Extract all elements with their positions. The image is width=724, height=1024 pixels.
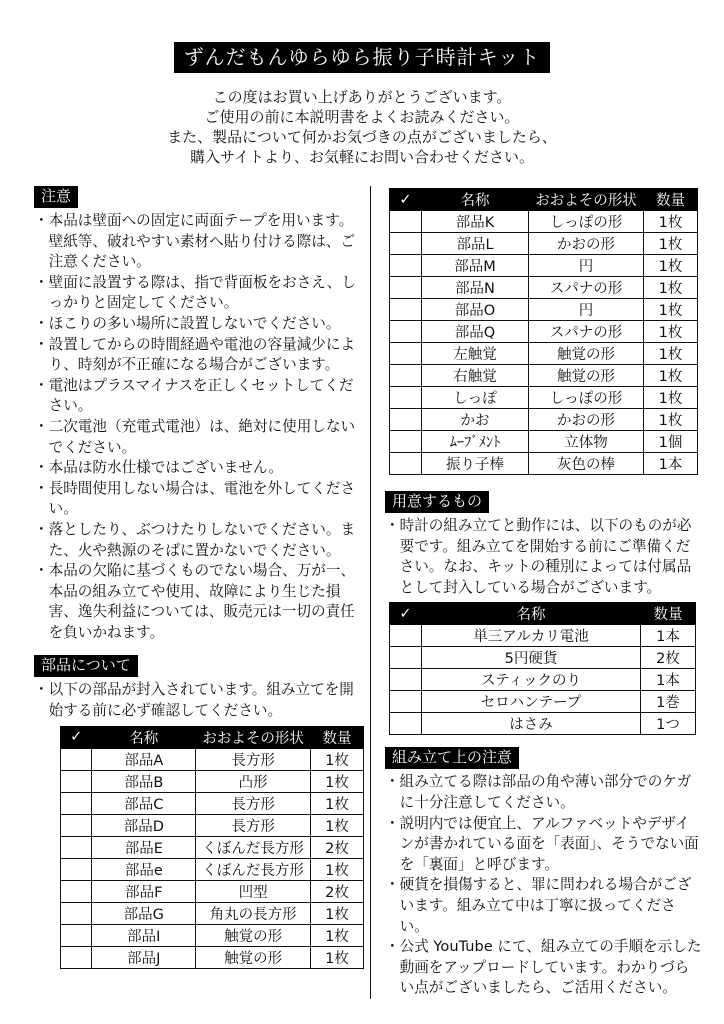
parts-table-left — [60, 726, 364, 969]
check-column-header: ✓ — [390, 189, 422, 211]
parts-table-left-body — [61, 748, 364, 968]
table-row — [61, 858, 364, 880]
table-row — [390, 647, 696, 669]
table-row — [390, 277, 698, 299]
intro-line: この度はお買い上げありがとうございます。 — [212, 88, 512, 106]
table-cell: 円 — [529, 299, 644, 321]
table-row — [390, 211, 698, 233]
parts-section — [34, 655, 364, 968]
column-header: 数量 — [644, 189, 698, 211]
caution-list — [34, 211, 364, 643]
table-cell: スティックのり — [422, 669, 641, 691]
section-heading-assembly: 組み立て上の注意 — [385, 747, 519, 769]
table-cell: 部品I — [92, 924, 196, 946]
table-cell: 1枚 — [310, 858, 363, 880]
bullet-item: ・本品は防水仕様ではございません。 — [34, 459, 283, 477]
prepare-note — [385, 516, 703, 598]
check-cell — [390, 299, 422, 321]
table-cell: 触覚の形 — [196, 924, 311, 946]
check-cell — [390, 647, 422, 669]
table-row — [390, 669, 696, 691]
parts-note — [34, 680, 364, 721]
parts-table-left-head — [61, 726, 364, 748]
page-title: ずんだもんゆらゆら振り子時計キット — [174, 42, 551, 73]
table-cell: 角丸の長方形 — [196, 902, 311, 924]
table-cell: 1枚 — [644, 409, 698, 431]
check-cell — [61, 946, 92, 968]
parts-table-right-head — [390, 189, 698, 211]
table-cell: 5円硬貨 — [422, 647, 641, 669]
table-cell: しっぽの形 — [529, 211, 644, 233]
check-cell — [390, 453, 422, 475]
table-cell: しっぽの形 — [529, 387, 644, 409]
check-cell — [390, 233, 422, 255]
header-row — [390, 189, 698, 211]
assembly-notes-list — [385, 772, 703, 999]
table-cell: 右触覚 — [422, 365, 529, 387]
table-cell: スパナの形 — [529, 321, 644, 343]
table-row — [61, 880, 364, 902]
table-row — [390, 233, 698, 255]
table-cell: 円 — [529, 255, 644, 277]
table-cell: 触覚の形 — [529, 343, 644, 365]
left-column — [34, 186, 364, 999]
table-cell: 触覚の形 — [196, 946, 311, 968]
table-row — [390, 299, 698, 321]
table-row — [390, 625, 696, 647]
table-cell: 1個 — [644, 431, 698, 453]
check-cell — [61, 858, 92, 880]
table-cell: 灰色の棒 — [529, 453, 644, 475]
table-cell: 1枚 — [310, 924, 363, 946]
bullet-item: ・組み立てる際は部品の角や薄い部分でのケガに十分注意してください。 — [385, 773, 692, 811]
table-cell: 1枚 — [644, 387, 698, 409]
table-cell: 2枚 — [310, 880, 363, 902]
table-row — [61, 836, 364, 858]
table-row — [61, 792, 364, 814]
check-cell — [390, 365, 422, 387]
check-cell — [390, 321, 422, 343]
table-row — [61, 770, 364, 792]
check-cell — [390, 255, 422, 277]
table-row — [390, 365, 698, 387]
table-cell: 部品N — [422, 277, 529, 299]
check-cell — [61, 924, 92, 946]
table-row — [61, 902, 364, 924]
table-cell: 部品D — [92, 814, 196, 836]
bullet-item: ・本品の欠陥に基づくものでない場合、万が一、本品の組み立てや使用、故障により生じた損害、逸失利益については、販売元は一切の責任を負いかねます。 — [34, 562, 356, 641]
bullet-item: ・電池はプラスマイナスを正しくセットしてください。 — [34, 376, 354, 415]
table-cell: 1本 — [644, 453, 698, 475]
table-cell: 部品G — [92, 902, 196, 924]
table-cell: 部品E — [92, 836, 196, 858]
table-row — [61, 946, 364, 968]
intro-paragraph — [0, 87, 724, 167]
check-cell — [61, 748, 92, 770]
table-cell: 長方形 — [196, 748, 311, 770]
table-cell: 部品Q — [422, 321, 529, 343]
prepare-section — [385, 491, 703, 735]
column-header: 名称 — [422, 189, 529, 211]
check-cell — [390, 713, 422, 735]
assembly-notes-section — [385, 747, 703, 999]
bullet-item: ・二次電池（充電式電池）は、絶対に使用しないでください。 — [34, 417, 356, 456]
table-cell: 1枚 — [644, 277, 698, 299]
table-cell: 左触覚 — [422, 343, 529, 365]
table-cell: スパナの形 — [529, 277, 644, 299]
check-cell — [61, 902, 92, 924]
check-cell — [61, 770, 92, 792]
table-cell: 1枚 — [310, 946, 363, 968]
table-cell: はさみ — [422, 713, 641, 735]
table-cell: くぼんだ長方形 — [196, 836, 311, 858]
table-row — [390, 409, 698, 431]
title-area — [0, 0, 724, 73]
table-cell: 凹型 — [196, 880, 311, 902]
table-cell: 1枚 — [310, 792, 363, 814]
table-cell: 部品L — [422, 233, 529, 255]
bullet-item: ・落としたり、ぶつけたりしないでください。また、火や熱源のそばに置かないでください。 — [34, 520, 356, 559]
intro-line: また、製品について何かお気づきの点がございましたら、 — [167, 128, 557, 146]
check-cell — [61, 836, 92, 858]
table-cell: 1つ — [641, 713, 696, 735]
table-row — [390, 691, 696, 713]
check-cell — [390, 669, 422, 691]
section-heading-caution: 注意 — [34, 186, 78, 208]
table-row — [390, 431, 698, 453]
table-row — [61, 924, 364, 946]
check-cell — [390, 409, 422, 431]
table-row — [390, 255, 698, 277]
table-cell: 部品M — [422, 255, 529, 277]
table-cell: 部品J — [92, 946, 196, 968]
check-cell — [61, 792, 92, 814]
table-cell: ﾑｰﾌﾞﾒﾝﾄ — [422, 431, 529, 453]
table-cell: 2枚 — [310, 836, 363, 858]
bullet-item: ・公式 YouTube にて、組み立ての手順を示した動画をアップロードしています。わかりづらい点がございましたら、ご活用ください。 — [385, 938, 702, 997]
table-cell: 1巻 — [641, 691, 696, 713]
bullet-item: ・以下の部品が封入されています。組み立てを開始する前に必ず確認してください。 — [34, 681, 354, 720]
column-header: 数量 — [310, 726, 363, 748]
table-cell: 部品F — [92, 880, 196, 902]
table-cell: 部品e — [92, 858, 196, 880]
table-row — [390, 453, 698, 475]
table-row — [390, 343, 698, 365]
section-heading-prepare: 用意するもの — [385, 491, 489, 513]
table-cell: 1枚 — [644, 211, 698, 233]
two-column-area — [0, 186, 724, 999]
table-cell: 1枚 — [310, 748, 363, 770]
bullet-item: ・説明内では便宜上、アルファベットやデザインが書かれている面を「表面」、そうでない面を「裏面」と呼びます。 — [385, 814, 699, 873]
parts-table-right — [389, 188, 698, 475]
header-row — [390, 603, 696, 625]
table-cell: しっぽ — [422, 387, 529, 409]
column-header: 名称 — [92, 726, 196, 748]
check-cell — [390, 625, 422, 647]
table-cell: 1本 — [641, 669, 696, 691]
bullet-item: ・設置してからの時間経過や電池の容量減少により、時刻が不正確になる場合がございます。 — [34, 335, 356, 374]
section-heading-parts: 部品について — [34, 655, 138, 677]
table-cell: 凸形 — [196, 770, 311, 792]
parts-table-right-body — [390, 211, 698, 475]
prepare-table — [389, 602, 696, 735]
table-cell: 1枚 — [644, 365, 698, 387]
table-cell: 1枚 — [644, 233, 698, 255]
check-cell — [390, 387, 422, 409]
table-cell: かお — [422, 409, 529, 431]
table-cell: くぼんだ長方形 — [196, 858, 311, 880]
table-cell: 長方形 — [196, 792, 311, 814]
table-cell: 部品B — [92, 770, 196, 792]
table-cell: 長方形 — [196, 814, 311, 836]
table-cell: 1枚 — [644, 255, 698, 277]
column-header: 数量 — [641, 603, 696, 625]
check-column-header: ✓ — [390, 603, 422, 625]
table-cell: 部品K — [422, 211, 529, 233]
table-cell: 立体物 — [529, 431, 644, 453]
table-row — [61, 748, 364, 770]
column-header: 名称 — [422, 603, 641, 625]
table-cell: 部品A — [92, 748, 196, 770]
check-column-header: ✓ — [61, 726, 92, 748]
table-row — [390, 713, 696, 735]
bullet-item: ・壁面に設置する際は、指で背面板をおさえ、しっかりと固定してください。 — [34, 273, 356, 312]
bullet-item: ・本品は壁面への固定に両面テープを用います。壁紙等、破れやすい素材へ貼り付ける際は、ご注意ください。 — [34, 212, 356, 271]
table-cell: 1枚 — [644, 343, 698, 365]
prepare-table-head — [390, 603, 696, 625]
table-row — [61, 814, 364, 836]
bullet-item: ・長時間使用しない場合は、電池を外してください。 — [34, 479, 356, 518]
table-row — [390, 387, 698, 409]
check-cell — [61, 814, 92, 836]
table-cell: 1枚 — [310, 770, 363, 792]
prepare-table-body — [390, 625, 696, 735]
table-cell: セロハンテープ — [422, 691, 641, 713]
table-cell: 2枚 — [641, 647, 696, 669]
bullet-item: ・硬貨を損傷すると、罪に問われる場合がございます。組み立て中は丁寧に扱ってください。 — [385, 876, 692, 935]
table-cell: 振り子棒 — [422, 453, 529, 475]
bullet-item: ・時計の組み立てと動作には、以下のものが必要です。組み立てを開始する前にご準備ください。なお、キットの種別によっては付属品として封入している場合がございます。 — [385, 517, 692, 596]
table-cell: 触覚の形 — [529, 365, 644, 387]
intro-line: ご使用の前に本説明書をよくお読みください。 — [204, 108, 520, 126]
check-cell — [390, 343, 422, 365]
table-cell: 1枚 — [644, 321, 698, 343]
table-row — [390, 321, 698, 343]
right-column — [371, 186, 703, 999]
table-cell: 1本 — [641, 625, 696, 647]
check-cell — [390, 277, 422, 299]
check-cell — [390, 211, 422, 233]
table-cell: 部品C — [92, 792, 196, 814]
intro-line: 購入サイトより、お気軽にお問い合わせください。 — [190, 148, 534, 166]
column-header: おおよその形状 — [529, 189, 644, 211]
check-cell — [390, 691, 422, 713]
table-cell: 1枚 — [310, 902, 363, 924]
bullet-item: ・ほこりの多い場所に設置しないでください。 — [34, 314, 341, 332]
table-cell: かおの形 — [529, 233, 644, 255]
table-cell: 1枚 — [644, 299, 698, 321]
table-cell: 部品O — [422, 299, 529, 321]
check-cell — [61, 880, 92, 902]
table-cell: 単三アルカリ電池 — [422, 625, 641, 647]
table-cell: かおの形 — [529, 409, 644, 431]
check-cell — [390, 431, 422, 453]
column-header: おおよその形状 — [196, 726, 311, 748]
header-row — [61, 726, 364, 748]
table-cell: 1枚 — [310, 814, 363, 836]
